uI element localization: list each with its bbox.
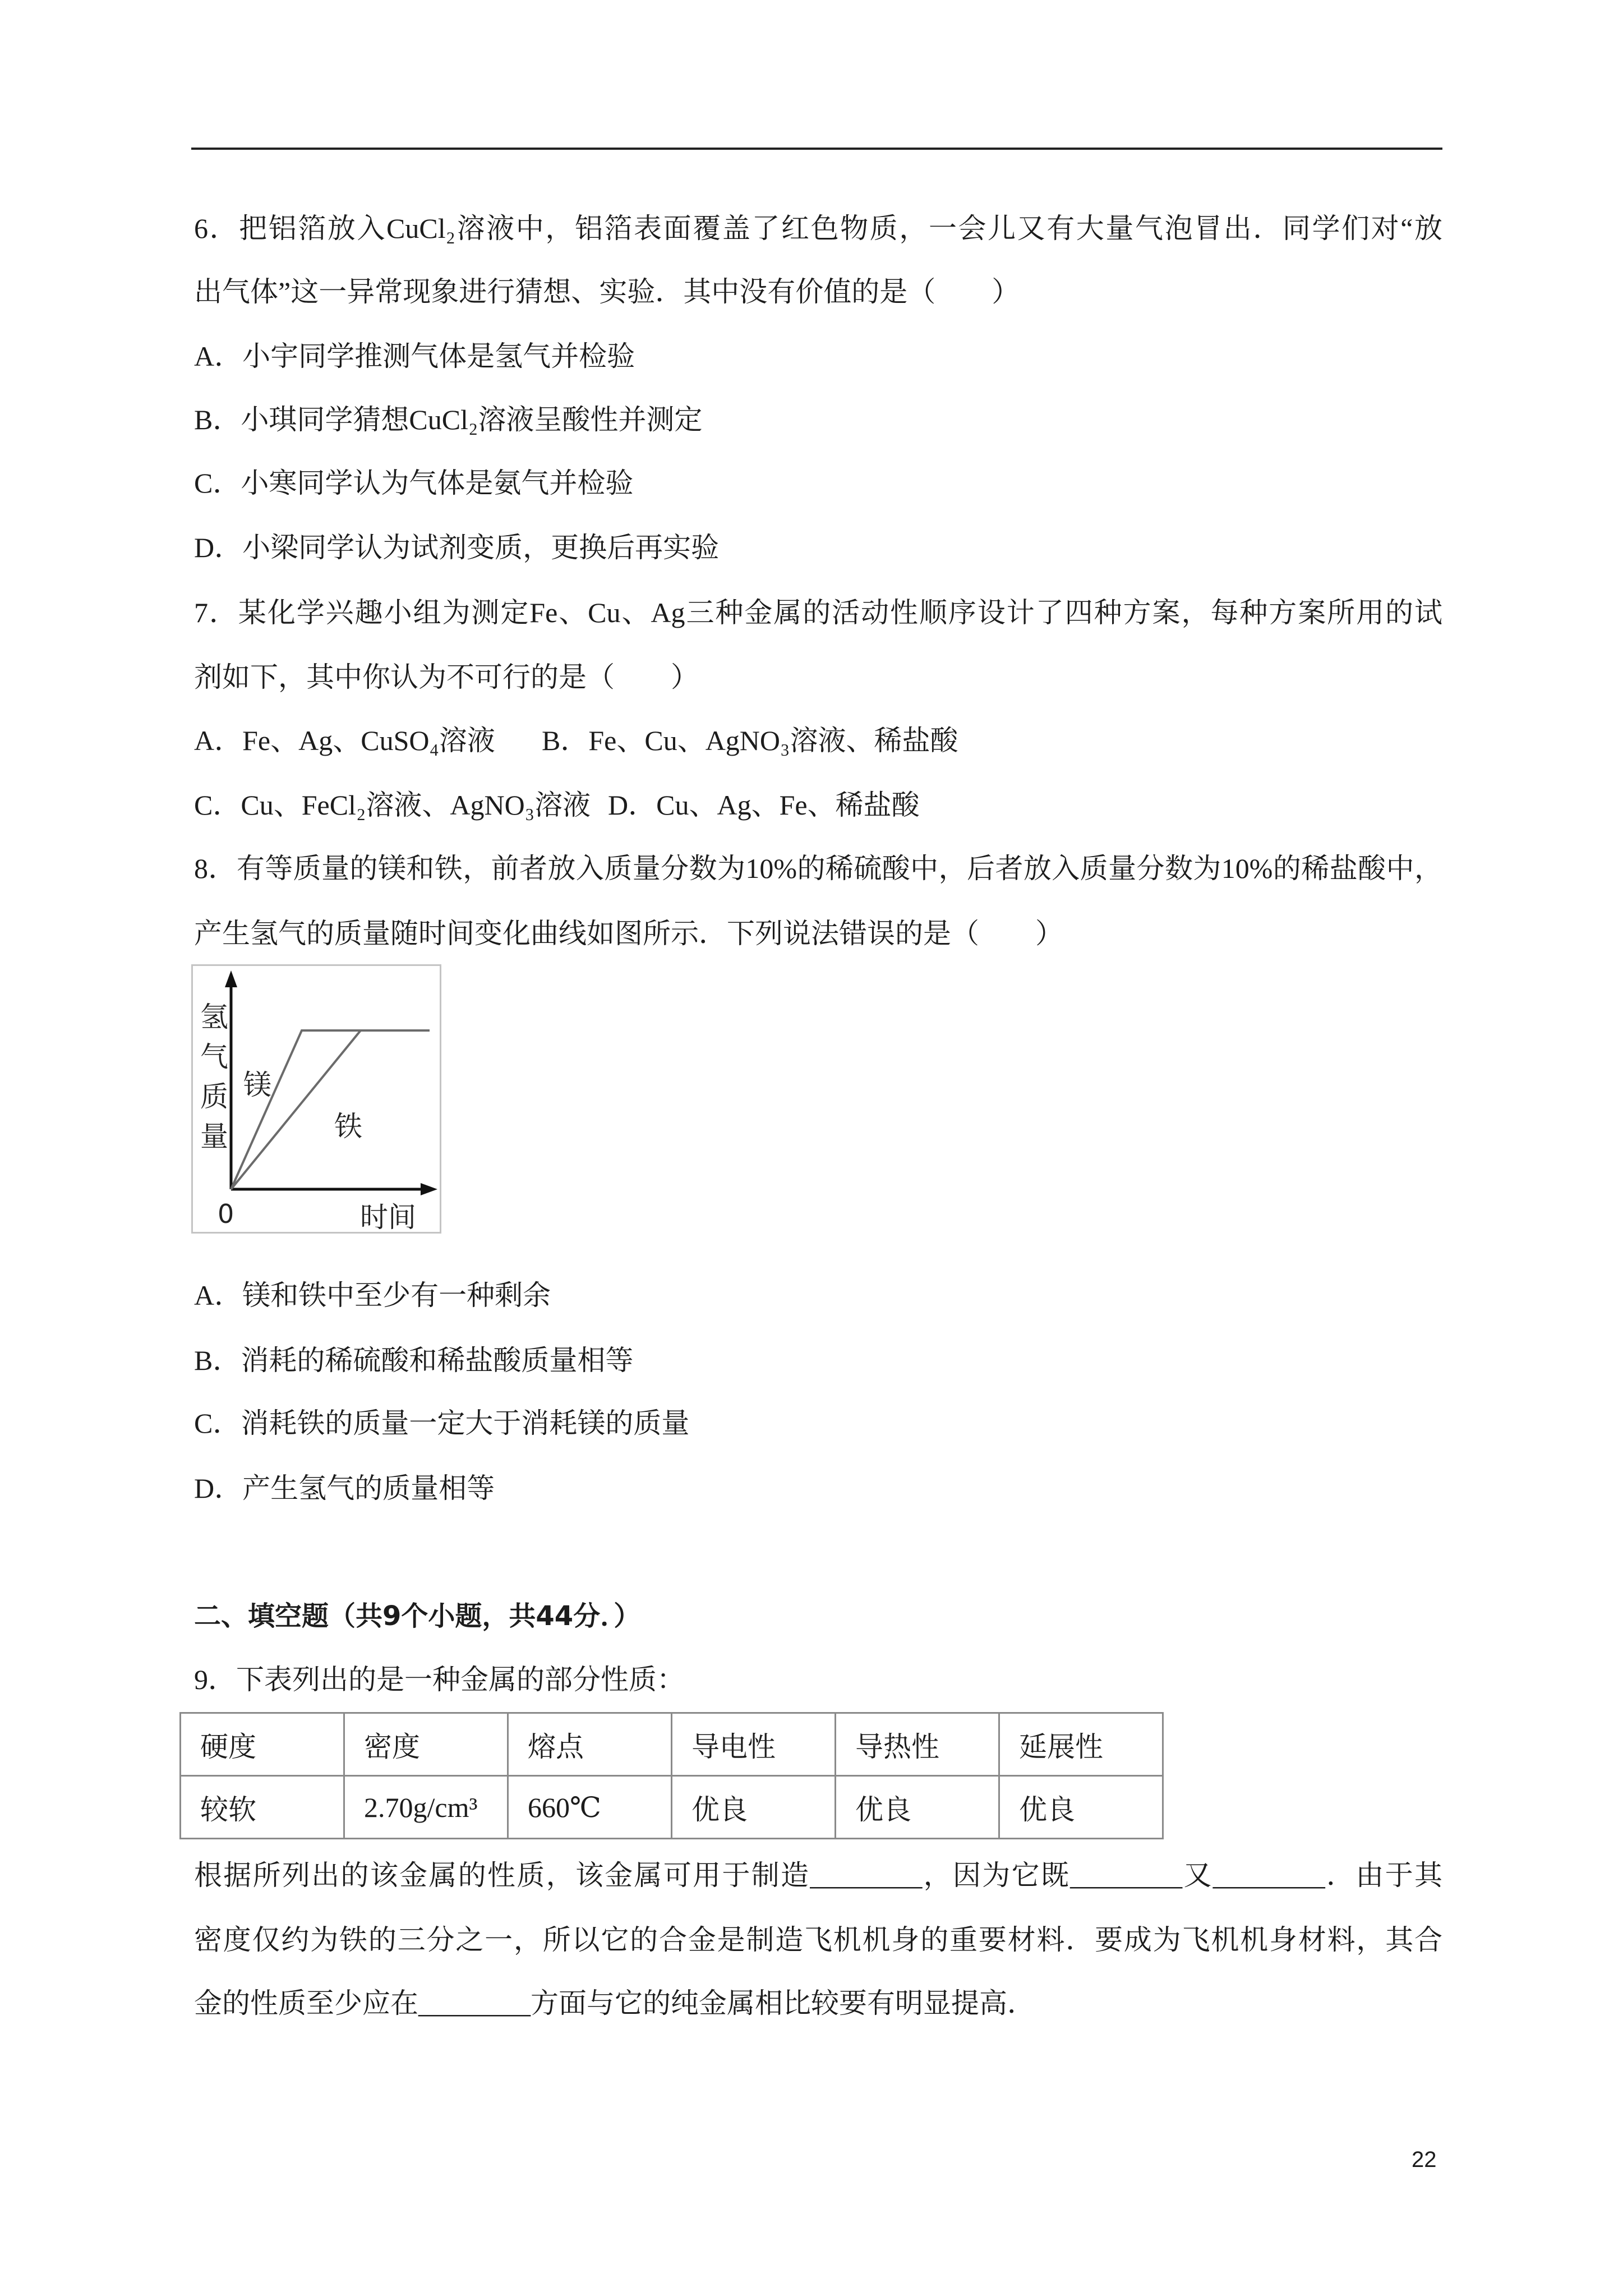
metal-properties-table <box>179 1712 1164 1839</box>
hydrogen-mass-time-figure <box>191 964 441 1234</box>
q8-option-c: C．消耗铁的质量一定大于消耗镁的质量 <box>194 1407 690 1439</box>
q6-option-c: C．小寒同学认为气体是氨气并检验 <box>194 467 634 499</box>
y-axis-label: 氢气质量 <box>196 1002 228 1161</box>
q7-option-c: C．Cu、FeCl₂溶液、AgNO₃溶液 <box>194 789 591 821</box>
q6-option-b: B．小琪同学猜想CuCl₂溶液呈酸性并测定 <box>194 404 703 435</box>
table-cell: 660℃ <box>508 1776 672 1839</box>
q7-stem-line-1: 7．某化学兴趣小组为测定Fe、Cu、Ag三种金属的活动性顺序设计了四种方案，每种方案所用的试 <box>194 597 1442 628</box>
q6-option-d: D．小梁同学认为试剂变质，更换后再实验 <box>194 532 720 563</box>
table-header-cell: 熔点 <box>508 1713 672 1776</box>
q8-stem-line-2: 产生氢气的质量随时间变化曲线如图所示．下列说法错误的是（ ） <box>194 918 1063 949</box>
origin-label: 0 <box>218 1199 234 1229</box>
table-header-cell: 导电性 <box>672 1713 836 1776</box>
q9-paragraph-line-2: 密度仅约为铁的三分之一，所以它的合金是制造飞机机身的重要材料．要成为飞机机身材料，其合 <box>194 1924 1442 1955</box>
table-cell: 优良 <box>836 1776 999 1839</box>
table-cell: 2.70g/cm³ <box>344 1776 508 1839</box>
q7-stem-line-2: 剂如下，其中你认为不可行的是（ ） <box>194 661 699 693</box>
y-axis-arrow <box>225 970 237 987</box>
q9-paragraph-line-3: 金的性质至少应在________方面与它的纯金属相比较要有明显提高． <box>194 1987 1035 2019</box>
table-cell: 优良 <box>999 1776 1163 1839</box>
table-cell: 较软 <box>181 1776 344 1839</box>
table-header-cell: 延展性 <box>999 1713 1163 1776</box>
q7-option-a: A．Fe、Ag、CuSO₄溶液 <box>194 725 495 756</box>
q9-stem: 9．下表列出的是一种金属的部分性质： <box>194 1664 685 1695</box>
table-header-cell: 导热性 <box>836 1713 999 1776</box>
q8-stem-line-1: 8．有等质量的镁和铁，前者放入质量分数为10%的稀硫酸中，后者放入质量分数为10%的稀盐酸中， <box>194 853 1442 884</box>
figure-graph <box>193 966 440 1232</box>
q6-stem-line-1: 6．把铝箔放入CuCl₂溶液中，铝箔表面覆盖了红色物质，一会儿又有大量气泡冒出．同学们对“放 <box>194 213 1442 244</box>
magnesium-curve <box>231 1030 430 1189</box>
table-header-row <box>181 1713 1163 1776</box>
iron-label: 铁 <box>334 1110 362 1143</box>
x-axis-label: 时间 <box>360 1201 416 1234</box>
q8-option-b: B．消耗的稀硫酸和稀盐酸质量相等 <box>194 1345 634 1376</box>
q6-stem-line-2: 出气体”这一异常现象进行猜想、实验．其中没有价值的是（ ） <box>194 276 1020 307</box>
table-header-cell: 硬度 <box>181 1713 344 1776</box>
q8-option-d: D．产生氢气的质量相等 <box>194 1473 495 1504</box>
page-number: 22 <box>1412 2147 1437 2172</box>
q8-option-a: A．镁和铁中至少有一种剩余 <box>194 1280 551 1311</box>
q6-option-a: A．小宇同学推测气体是氢气并检验 <box>194 341 635 372</box>
table-header-cell: 密度 <box>344 1713 508 1776</box>
magnesium-label: 镁 <box>243 1069 271 1101</box>
x-axis-arrow <box>421 1183 437 1195</box>
q7-option-b: B．Fe、Cu、AgNO₃溶液、稀盐酸 <box>542 725 958 756</box>
table-cell: 优良 <box>672 1776 836 1839</box>
q7-option-d: D．Cu、Ag、Fe、稀盐酸 <box>608 789 920 821</box>
section-heading: 二、填空题（共9个小题，共44分．） <box>194 1600 641 1632</box>
header-rule <box>191 148 1442 150</box>
table-row <box>181 1776 1163 1839</box>
q9-paragraph-line-1: 根据所列出的该金属的性质，该金属可用于制造________，因为它既________又________．由于其 <box>194 1860 1442 1891</box>
